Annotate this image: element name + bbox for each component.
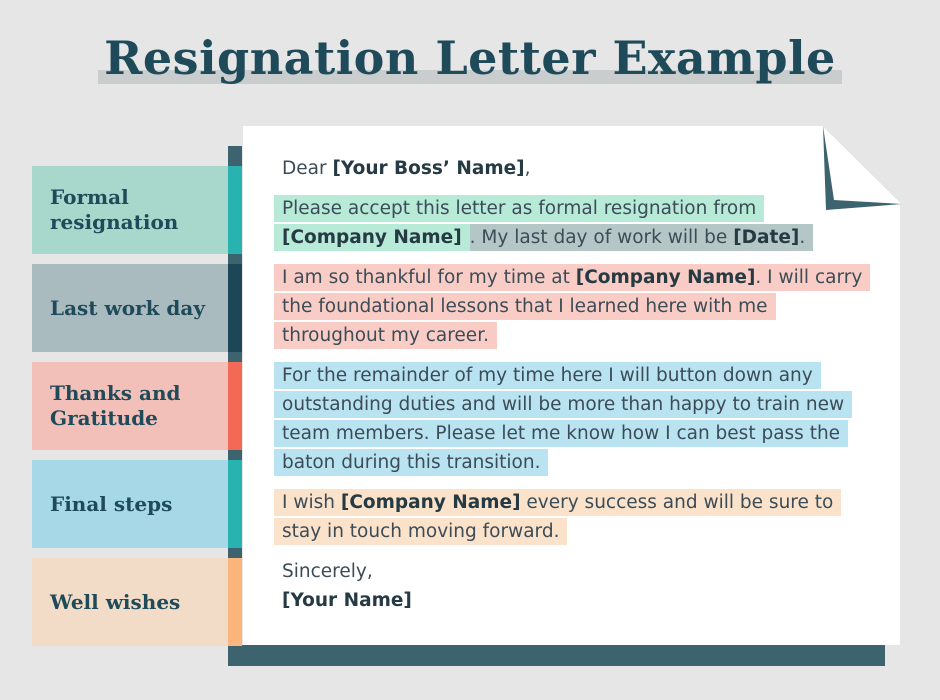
highlight-wishes [274,489,841,545]
greeting-prefix: Dear [282,158,333,179]
section-stripe-wishes [228,558,242,646]
p1-text-a: Please accept this letter as formal resignation from [282,198,757,219]
page-title [98,28,842,88]
p2-text-b: . I will carry the foundational lessons that I learned here with me throughout my career. [282,267,863,346]
section-stripe-formal [228,166,242,254]
paragraph-thanks [274,263,864,350]
letter-greeting [274,154,874,183]
p4-text-b: every success and will be sure to stay in touch moving forward. [282,492,834,542]
section-label-text: Thanks and Gratitude [50,381,181,430]
signature: [Your Name] [282,590,412,611]
p1-date: [Date] [733,227,800,248]
section-stripe-thanks [228,362,242,450]
highlight-final: For the remainder of my time here I will button down any outstanding duties and will be more than happy to train new team members. Please let me know how I can best pass the baton during this transition. [274,362,852,476]
section-label-final-steps [32,460,229,548]
p2-text-a: I am so thankful for my time at [282,267,576,288]
closing-text: Sincerely, [282,561,373,582]
section-label-last-work-day [32,264,229,352]
paragraph-formal-resignation [274,194,874,252]
p2-company: [Company Name] [575,267,756,288]
title-area [0,28,940,88]
page-title-text: Resignation Letter Example [104,31,836,85]
section-stripe-final [228,460,242,548]
letter-body [274,154,874,615]
highlight-last-day [470,224,814,251]
letter-closing [274,557,874,615]
section-label-text: Last work day [50,295,205,320]
greeting-suffix: , [524,158,531,179]
paragraph-well-wishes [274,488,834,546]
letter-shadow [228,645,885,666]
section-stripe-lastday [228,264,242,352]
section-label-text: Well wishes [50,589,181,614]
p4-text-a: I wish [282,492,341,513]
greeting-name: [Your Boss’ Name] [332,158,525,179]
section-label-text: Final steps [50,491,173,516]
p4-company: [Company Name] [340,492,521,513]
highlight-thanks [274,264,870,349]
p1-text-b: . My last day of work will be [469,227,734,248]
section-label-formal-resignation [32,166,229,254]
p1-text-c: . [799,227,806,248]
section-label-well-wishes [32,558,229,646]
paragraph-final-steps [274,361,864,477]
section-label-text: Formal resignation [50,185,179,234]
p1-company: [Company Name] [282,227,462,248]
section-label-thanks-gratitude [32,362,229,450]
